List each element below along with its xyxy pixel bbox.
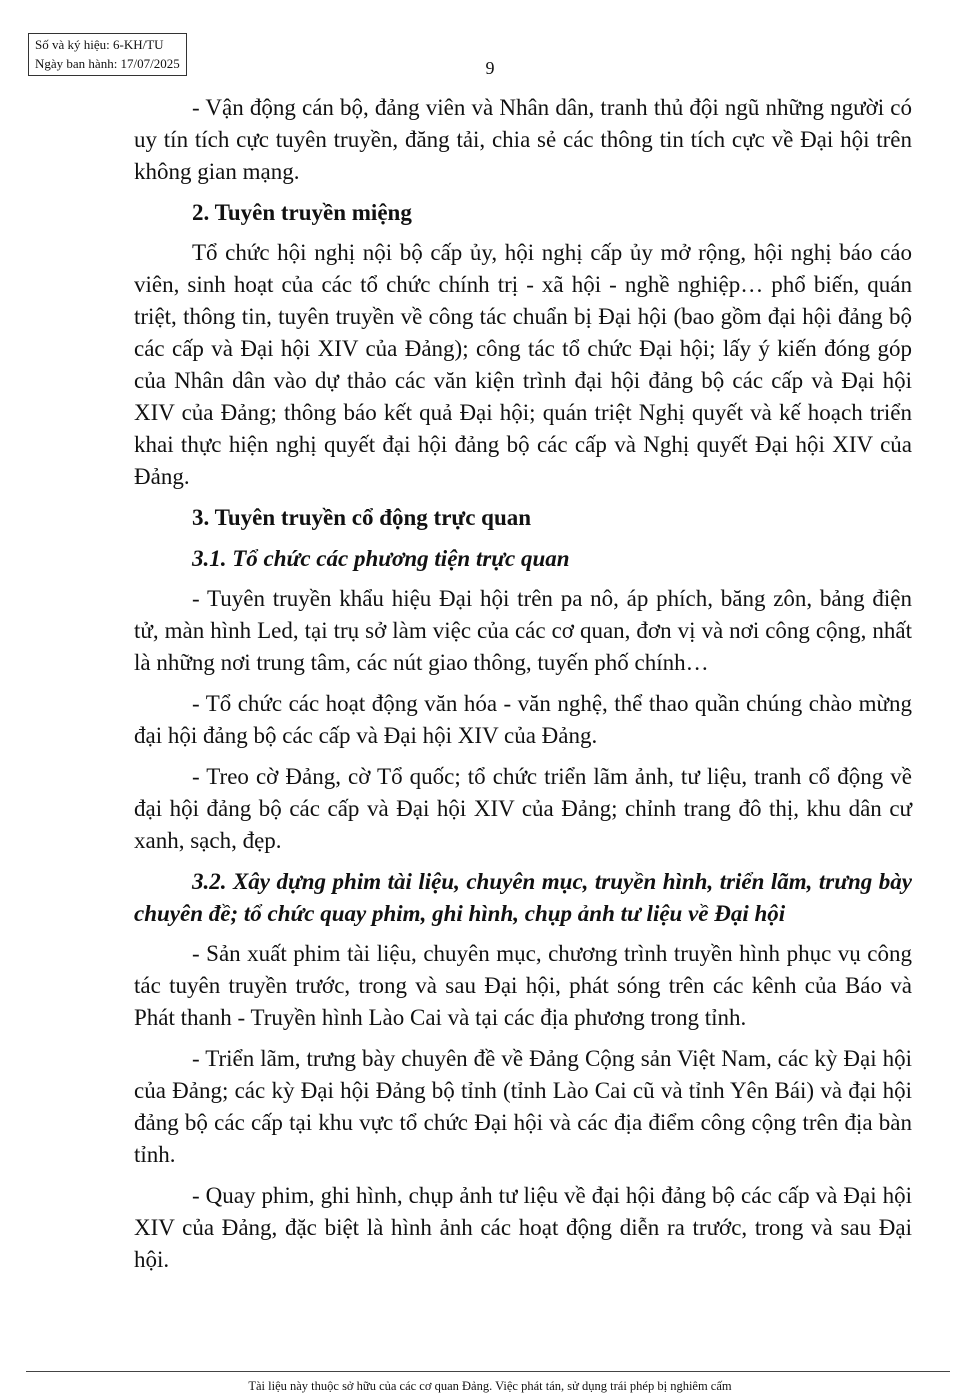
paragraph-documentary-production: - Sản xuất phim tài liệu, chuyên mục, chương trình truyền hình phục vụ công tác tuyên truyền trước, trong và sau Đại hội, phát sóng trên các kênh của Báo và Phát thanh - Truyền hình Lào Cai và tại các địa phương trong tỉnh.	[134, 941, 912, 1030]
heading-visual-propaganda: 3. Tuyên truyền cổ động trực quan	[192, 505, 532, 530]
issue-date: Ngày ban hành: 17/07/2025	[35, 56, 180, 71]
subheading-visual-means: 3.1. Tổ chức các phương tiện trực quan	[192, 546, 570, 571]
document-body	[134, 92, 912, 1276]
paragraph-oral-propaganda: Tổ chức hội nghị nội bộ cấp ủy, hội nghị cấp ủy mở rộng, hội nghị báo cáo viên, sinh hoạt của các tổ chức chính trị - xã hội - nghề nghiệp… phổ biến, quán triệt, thông tin, tuyên truyền về công tác chuẩn bị Đại hội (bao gồm đại hội đảng bộ các cấp và Đại hội XIV của Đảng); công tác tổ chức Đại hội; lấy ý kiến đóng góp của Nhân dân vào dự thảo các văn kiện trình đại hội đảng bộ các cấp và Đại hội XIV của Đảng; thông báo kết quả Đại hội; quán triệt Nghị quyết và kế hoạch triển khai thực hiện nghị quyết đại hội đảng bộ các cấp và Nghị quyết Đại hội XIV của Đảng.	[134, 240, 912, 489]
paragraph-slogans: - Tuyên truyền khẩu hiệu Đại hội trên pa nô, áp phích, băng zôn, bảng điện tử, màn hình Led, tại trụ sở làm việc của các cơ quan, đơn vị và nơi công cộng, nhất là những nơi trung tâm, các nút giao thông, tuyến phố chính…	[134, 586, 912, 675]
paragraph-flags-exhibitions: - Treo cờ Đảng, cờ Tổ quốc; tổ chức triển lãm ảnh, tư liệu, tranh cổ động về đại hội đảng bộ các cấp và Đại hội XIV của Đảng; chỉnh trang đô thị, khu dân cư xanh, sạch, đẹp.	[134, 764, 912, 853]
heading-oral-propaganda: 2. Tuyên truyền miệng	[192, 200, 412, 225]
paragraph-thematic-exhibitions: - Triển lãm, trưng bày chuyên đề về Đảng Cộng sản Việt Nam, các kỳ Đại hội của Đảng; các kỳ Đại hội Đảng bộ tỉnh (tỉnh Lào Cai cũ và tỉnh Yên Bái) và đại hội đảng bộ các cấp tại khu vực tổ chức Đại hội và các địa điểm công cộng trên địa bàn tỉnh.	[134, 1046, 912, 1167]
footer-divider	[26, 1371, 950, 1372]
paragraph-cultural-activities: - Tổ chức các hoạt động văn hóa - văn nghệ, thể thao quần chúng chào mừng đại hội đảng bộ các cấp và Đại hội XIV của Đảng.	[134, 691, 912, 748]
paragraph-online-mobilization: - Vận động cán bộ, đảng viên và Nhân dân, tranh thủ đội ngũ những người có uy tín tích cực tuyên truyền, đăng tải, chia sẻ các thông tin tích cực về Đại hội trên không gian mạng.	[134, 95, 912, 184]
paragraph-filming: - Quay phim, ghi hình, chụp ảnh tư liệu về đại hội đảng bộ các cấp và Đại hội XIV của Đảng, đặc biệt là hình ảnh các hoạt động diễn ra trước, trong và sau Đại hội.	[134, 1183, 912, 1272]
document-symbol: Số và ký hiệu: 6-KH/TU	[35, 37, 164, 52]
footer-notice: Tài liệu này thuộc sở hữu của các cơ quan Đảng. Việc phát tán, sử dụng trái phép bị nghiêm cấm	[248, 1379, 732, 1393]
subheading-documentaries: 3.2. Xây dựng phim tài liệu, chuyên mục, truyền hình, triển lãm, trưng bày chuyên đề; tổ chức quay phim, ghi hình, chụp ảnh tư liệu về Đại hội	[134, 869, 912, 926]
page-number: 9	[485, 58, 495, 78]
